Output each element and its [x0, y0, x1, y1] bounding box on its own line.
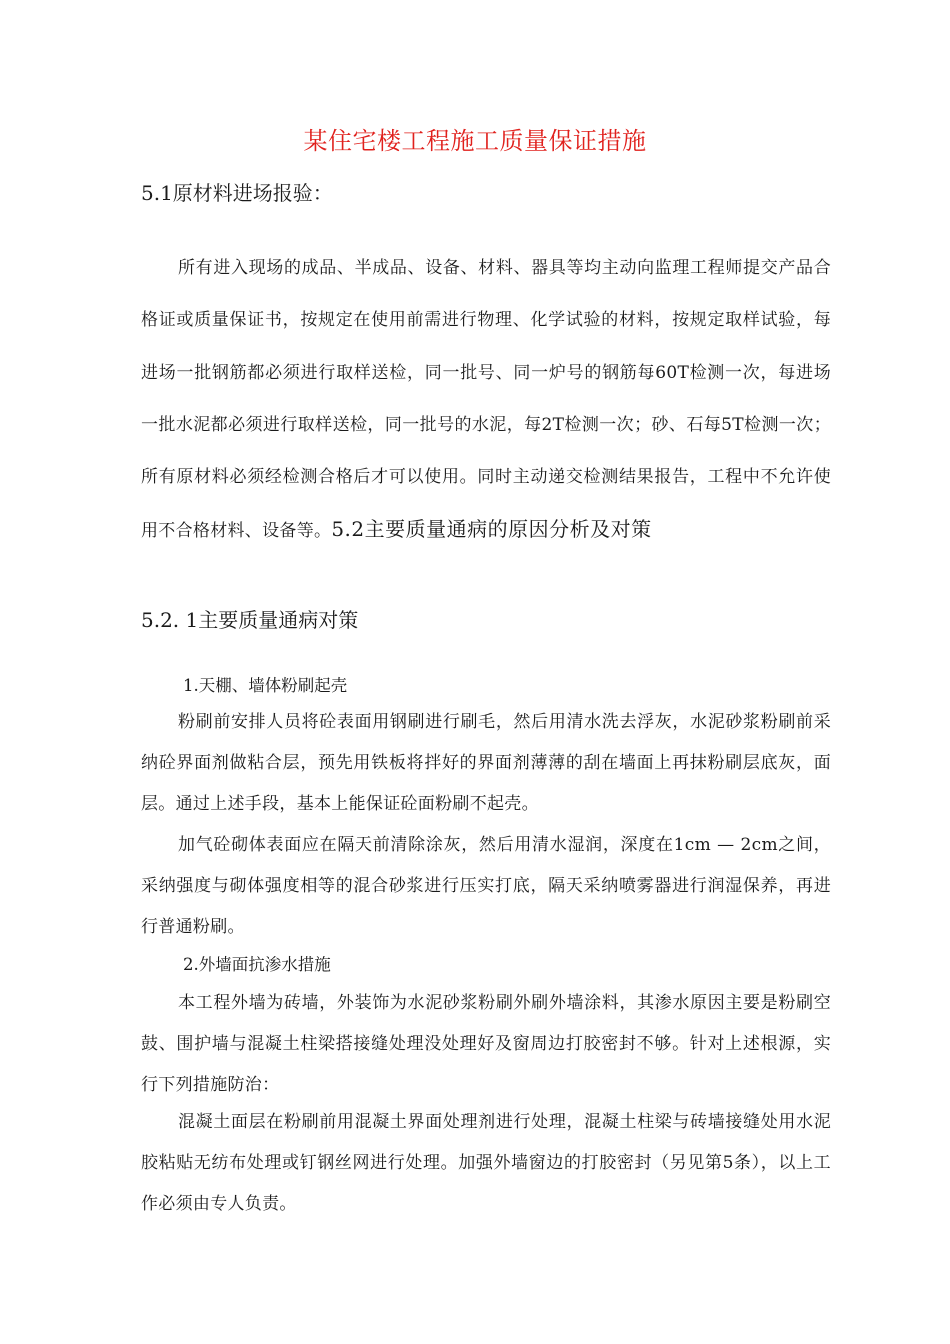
item-1-title: 1.天棚、墙体粉刷起壳	[183, 676, 348, 695]
item-2-paragraph-2: 混凝土面层在粉刷前用混凝土界面处理剂进行处理，混凝土柱梁与砖墙接缝处用水泥胶粘贴无纺布处理或钉钢丝网进行处理。加强外墙窗边的打胶密封（另见第5条），以上工作必须由专人负责。	[141, 1112, 831, 1214]
item-2-title: 2.外墙面抗渗水措施	[183, 955, 331, 974]
item-1-paragraph-1: 粉刷前安排人员将砼表面用钢刷进行刷毛，然后用清水洗去浮灰，水泥砂浆粉刷前采纳砼界面剂做粘合层，预先用铁板将拌好的界面剂薄薄的刮在墙面上再抹粉刷层底灰，面层。通过上述手段，基本上能保证砼面粉刷不起壳。	[141, 712, 831, 814]
section-5-1-paragraph-text: 所有进入现场的成品、半成品、设备、材料、器具等均主动向监理工程师提交产品合格证或质量保证书，按规定在使用前需进行物理、化学试验的材料，按规定取样试验，每进场一批钢筋都必须进行取样送检，同一批号、同一炉号的钢筋每60T检测一次，每进场一批水泥都必须进行取样送检，同一批号的水泥，每2T检测一次；砂、石每5T检测一次；所有原材料必须经检测合格后才可以使用。同时主动递交检测结果报告，工程中不允许使用不合格材料、设备等。	[141, 258, 831, 542]
item-2-paragraph-1: 本工程外墙为砖墙，外装饰为水泥砂浆粉刷外刷外墙涂料，其渗水原因主要是粉刷空鼓、围护墙与混凝土柱梁搭接缝处理没处理好及窗周边打胶密封不够。针对上述根源，实行下列措施防治：	[141, 993, 831, 1095]
item-1-paragraph-2: 加气砼砌体表面应在隔天前清除涂灰，然后用清水湿润，深度在1cm — 2cm之间，采纳强度与砌体强度相等的混合砂浆进行压实打底，隔天采纳喷雾器进行润湿保养，再进行普通粉刷。	[141, 835, 831, 937]
section-5-1-paragraph	[141, 242, 831, 558]
section-5-2-inline-heading: 5.2主要质量通病的原因分析及对策	[331, 517, 652, 542]
document-title: 某住宅楼工程施工质量保证措施	[303, 127, 647, 155]
section-5-2-1-heading: 5.2. 1主要质量通病对策	[141, 608, 359, 632]
section-5-1-heading: 5.1原材料进场报验：	[141, 181, 333, 205]
